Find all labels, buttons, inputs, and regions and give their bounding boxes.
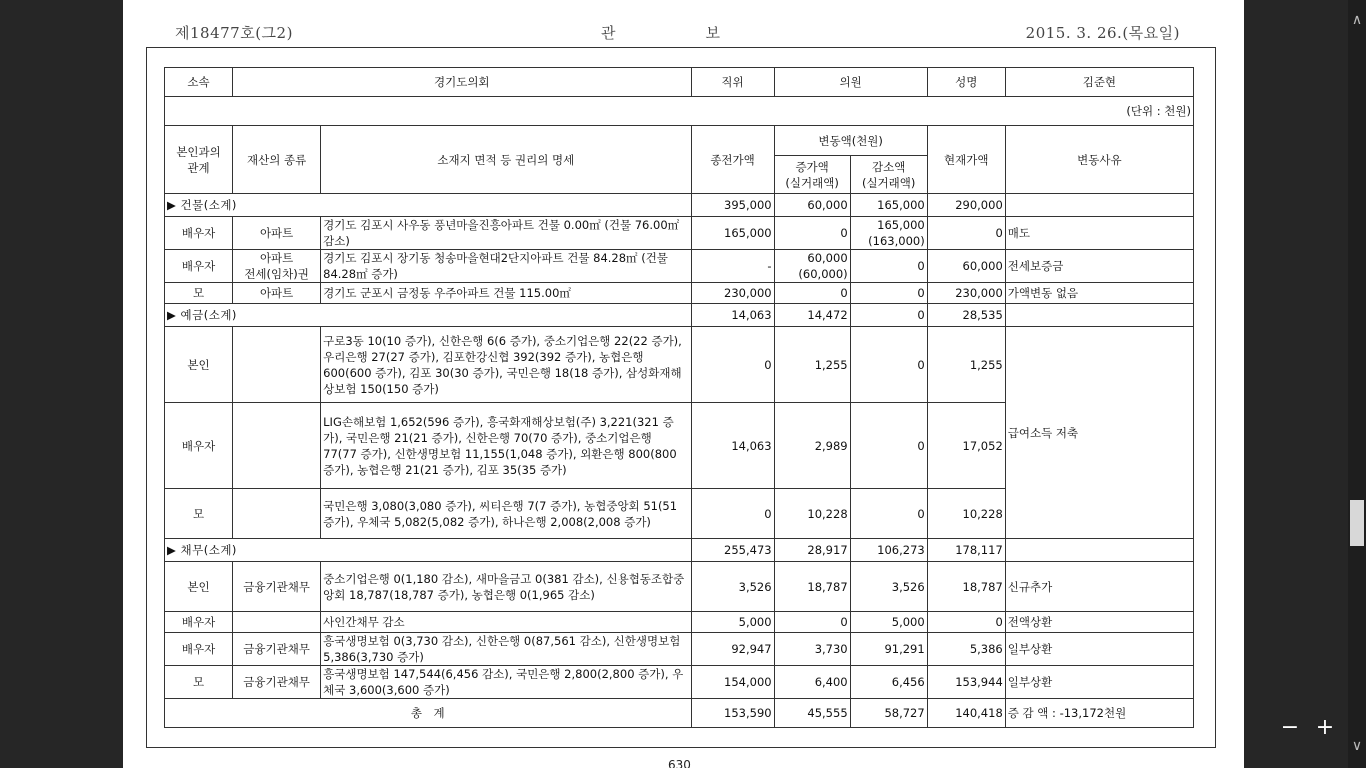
reason-cell: 가액변동 없음 [1005, 283, 1193, 304]
subtotal-current: 178,117 [927, 539, 1005, 562]
subtotal-reason [1005, 539, 1193, 562]
table-row [165, 562, 1194, 612]
current-value-cell: 17,052 [927, 403, 1005, 489]
reason-cell: 급여소득 저축 [1005, 327, 1193, 539]
subtotal-row-buildings [165, 194, 1194, 217]
detail-cell: 흥국생명보험 0(3,730 감소), 신한은행 0(87,561 감소), 신한생명보험 5,386(3,730 증가) [321, 633, 691, 666]
col-header-asset-type: 재산의 종류 [233, 126, 321, 194]
scroll-up-arrow-icon[interactable]: ∧ [1351, 12, 1363, 28]
subtotal-increase: 60,000 [774, 194, 850, 217]
reason-cell: 일부상환 [1005, 633, 1193, 666]
affiliation-label: 소속 [165, 68, 233, 97]
prev-value-cell: 0 [691, 489, 774, 539]
increase-cell: 1,255 [774, 327, 850, 403]
subtotal-increase: 14,472 [774, 304, 850, 327]
decrease-cell: 3,526 [850, 562, 927, 612]
table-row [165, 217, 1194, 250]
zoom-out-button[interactable]: − [1280, 715, 1300, 740]
prev-value-cell: 14,063 [691, 403, 774, 489]
asset-type-cell [233, 327, 321, 403]
prev-value-cell: 0 [691, 327, 774, 403]
subtotal-prev: 395,000 [691, 194, 774, 217]
decrease-cell: 165,000 (163,000) [850, 217, 927, 250]
unit-row [165, 97, 1194, 126]
decrease-cell: 0 [850, 250, 927, 283]
col-header-increase: 증가액 (실거래액) [774, 156, 850, 194]
col-header-current-value: 현재가액 [927, 126, 1005, 194]
table-row [165, 283, 1194, 304]
relation-cell: 본인 [165, 327, 233, 403]
current-value-cell: 0 [927, 217, 1005, 250]
reason-cell: 매도 [1005, 217, 1193, 250]
col-header-change-amount: 변동액(천원) [774, 126, 927, 156]
table-row [165, 633, 1194, 666]
subtotal-prev: 255,473 [691, 539, 774, 562]
gazette-date: 2015. 3. 26.(목요일) [1025, 24, 1180, 42]
subtotal-row-debts [165, 539, 1194, 562]
decrease-cell: 0 [850, 489, 927, 539]
reason-cell: 일부상환 [1005, 666, 1193, 699]
gazette-title: 관 보 [601, 24, 720, 42]
col-header-decrease: 감소액 (실거래액) [850, 156, 927, 194]
total-net-change: 증 감 액 : -13,172천원 [1005, 699, 1193, 728]
total-prev: 153,590 [691, 699, 774, 728]
asset-type-cell [233, 403, 321, 489]
col-header-relation: 본인과의 관계 [165, 126, 233, 194]
decrease-cell: 6,456 [850, 666, 927, 699]
position-value: 의원 [774, 68, 927, 97]
relation-cell: 배우자 [165, 612, 233, 633]
page-number: 630 [668, 758, 691, 768]
col-header-detail: 소재지 면적 등 권리의 명세 [321, 126, 691, 194]
name-value: 김준현 [1005, 68, 1193, 97]
subtotal-label: ▶ 예금(소계) [165, 304, 692, 327]
detail-cell: 경기도 군포시 금정동 우주아파트 건물 115.00㎡ [321, 283, 691, 304]
table-row [165, 666, 1194, 699]
reason-cell: 전액상환 [1005, 612, 1193, 633]
current-value-cell: 10,228 [927, 489, 1005, 539]
increase-cell: 10,228 [774, 489, 850, 539]
subtotal-current: 290,000 [927, 194, 1005, 217]
asset-type-cell: 금융기관채무 [233, 633, 321, 666]
asset-type-cell: 아파트 전세(임차)권 [233, 250, 321, 283]
relation-cell: 본인 [165, 562, 233, 612]
asset-type-cell: 아파트 [233, 283, 321, 304]
subtotal-label: ▶ 건물(소계) [165, 194, 692, 217]
table-row [165, 612, 1194, 633]
subtotal-decrease: 0 [850, 304, 927, 327]
document-page [123, 0, 1244, 768]
prev-value-cell: - [691, 250, 774, 283]
subtotal-increase: 28,917 [774, 539, 850, 562]
name-label: 성명 [927, 68, 1005, 97]
table-row [165, 327, 1194, 403]
detail-cell: 중소기업은행 0(1,180 감소), 새마을금고 0(381 감소), 신용협동조합중앙회 18,787(18,787 증가), 농협은행 0(1,965 감소) [321, 562, 691, 612]
increase-cell: 2,989 [774, 403, 850, 489]
col-header-previous-value: 종전가액 [691, 126, 774, 194]
asset-type-cell [233, 612, 321, 633]
decrease-cell: 0 [850, 403, 927, 489]
current-value-cell: 5,386 [927, 633, 1005, 666]
total-label: 총 계 [165, 699, 692, 728]
decrease-cell: 91,291 [850, 633, 927, 666]
total-decrease: 58,727 [850, 699, 927, 728]
increase-cell: 3,730 [774, 633, 850, 666]
current-value-cell: 153,944 [927, 666, 1005, 699]
detail-cell: 사인간채무 감소 [321, 612, 691, 633]
increase-cell: 60,000 (60,000) [774, 250, 850, 283]
prev-value-cell: 154,000 [691, 666, 774, 699]
detail-cell: 구로3동 10(10 증가), 신한은행 6(6 증가), 중소기업은행 22(22 증가), 우리은행 27(27 증가), 김포한강신협 392(392 증가), 농협은행 600(600 증가), 김포 30(30 증가), 국민은행 18(18 증가), 삼성화재해상보험 150(150 증가) [321, 327, 691, 403]
current-value-cell: 60,000 [927, 250, 1005, 283]
detail-cell: 경기도 김포시 사우동 풍년마을진흥아파트 건물 0.00㎡ (건물 76.00㎡ 감소) [321, 217, 691, 250]
official-info-row [165, 68, 1194, 97]
relation-cell: 모 [165, 666, 233, 699]
current-value-cell: 0 [927, 612, 1005, 633]
scrollbar-thumb[interactable] [1350, 500, 1364, 546]
current-value-cell: 230,000 [927, 283, 1005, 304]
total-current: 140,418 [927, 699, 1005, 728]
prev-value-cell: 92,947 [691, 633, 774, 666]
grand-total-row [165, 699, 1194, 728]
decrease-cell: 5,000 [850, 612, 927, 633]
detail-cell: 국민은행 3,080(3,080 증가), 씨티은행 7(7 증가), 농협중앙회 51(51 증가), 우체국 5,082(5,082 증가), 하나은행 2,008(2,008 증가) [321, 489, 691, 539]
relation-cell: 배우자 [165, 250, 233, 283]
subtotal-prev: 14,063 [691, 304, 774, 327]
prev-value-cell: 165,000 [691, 217, 774, 250]
column-header-row [165, 126, 1194, 156]
reason-cell: 신규추가 [1005, 562, 1193, 612]
relation-cell: 배우자 [165, 633, 233, 666]
increase-cell: 0 [774, 612, 850, 633]
relation-cell: 모 [165, 283, 233, 304]
gazette-issue-number: 제18477호(그2) [175, 24, 293, 42]
asset-type-cell: 아파트 [233, 217, 321, 250]
vertical-scrollbar[interactable] [1348, 0, 1366, 768]
scroll-down-arrow-icon[interactable]: ∨ [1351, 738, 1363, 754]
subtotal-decrease: 165,000 [850, 194, 927, 217]
subtotal-row-deposits [165, 304, 1194, 327]
prev-value-cell: 5,000 [691, 612, 774, 633]
asset-type-cell [233, 489, 321, 539]
prev-value-cell: 230,000 [691, 283, 774, 304]
subtotal-decrease: 106,273 [850, 539, 927, 562]
decrease-cell: 0 [850, 327, 927, 403]
relation-cell: 모 [165, 489, 233, 539]
asset-type-cell: 금융기관채무 [233, 666, 321, 699]
zoom-in-button[interactable]: + [1315, 715, 1335, 740]
asset-declaration-table [164, 67, 1194, 728]
asset-type-cell: 금융기관채무 [233, 562, 321, 612]
increase-cell: 6,400 [774, 666, 850, 699]
subtotal-reason [1005, 194, 1193, 217]
increase-cell: 0 [774, 217, 850, 250]
reason-cell: 전세보증금 [1005, 250, 1193, 283]
total-increase: 45,555 [774, 699, 850, 728]
prev-value-cell: 3,526 [691, 562, 774, 612]
subtotal-label: ▶ 채무(소계) [165, 539, 692, 562]
table-row [165, 250, 1194, 283]
detail-cell: 경기도 김포시 장기동 청송마을현대2단지아파트 건물 84.28㎡ (건물 84.28㎡ 증가) [321, 250, 691, 283]
increase-cell: 0 [774, 283, 850, 304]
decrease-cell: 0 [850, 283, 927, 304]
col-header-change-reason: 변동사유 [1005, 126, 1193, 194]
unit-note: (단위 : 천원) [165, 97, 1194, 126]
detail-cell: 흥국생명보험 147,544(6,456 감소), 국민은행 2,800(2,800 증가), 우체국 3,600(3,600 증가) [321, 666, 691, 699]
current-value-cell: 1,255 [927, 327, 1005, 403]
increase-cell: 18,787 [774, 562, 850, 612]
relation-cell: 배우자 [165, 403, 233, 489]
position-label: 직위 [691, 68, 774, 97]
current-value-cell: 18,787 [927, 562, 1005, 612]
detail-cell: LIG손해보험 1,652(596 증가), 흥국화재해상보험(주) 3,221(321 증가), 국민은행 21(21 증가), 신한은행 70(70 증가), 중소기업은행 77(77 증가), 신한생명보험 11,155(1,048 증가), 외환은행 800(800 증가), 농협은행 21(21 증가), 김포 35(35 증가) [321, 403, 691, 489]
relation-cell: 배우자 [165, 217, 233, 250]
affiliation-value: 경기도의회 [233, 68, 691, 97]
subtotal-current: 28,535 [927, 304, 1005, 327]
subtotal-reason [1005, 304, 1193, 327]
